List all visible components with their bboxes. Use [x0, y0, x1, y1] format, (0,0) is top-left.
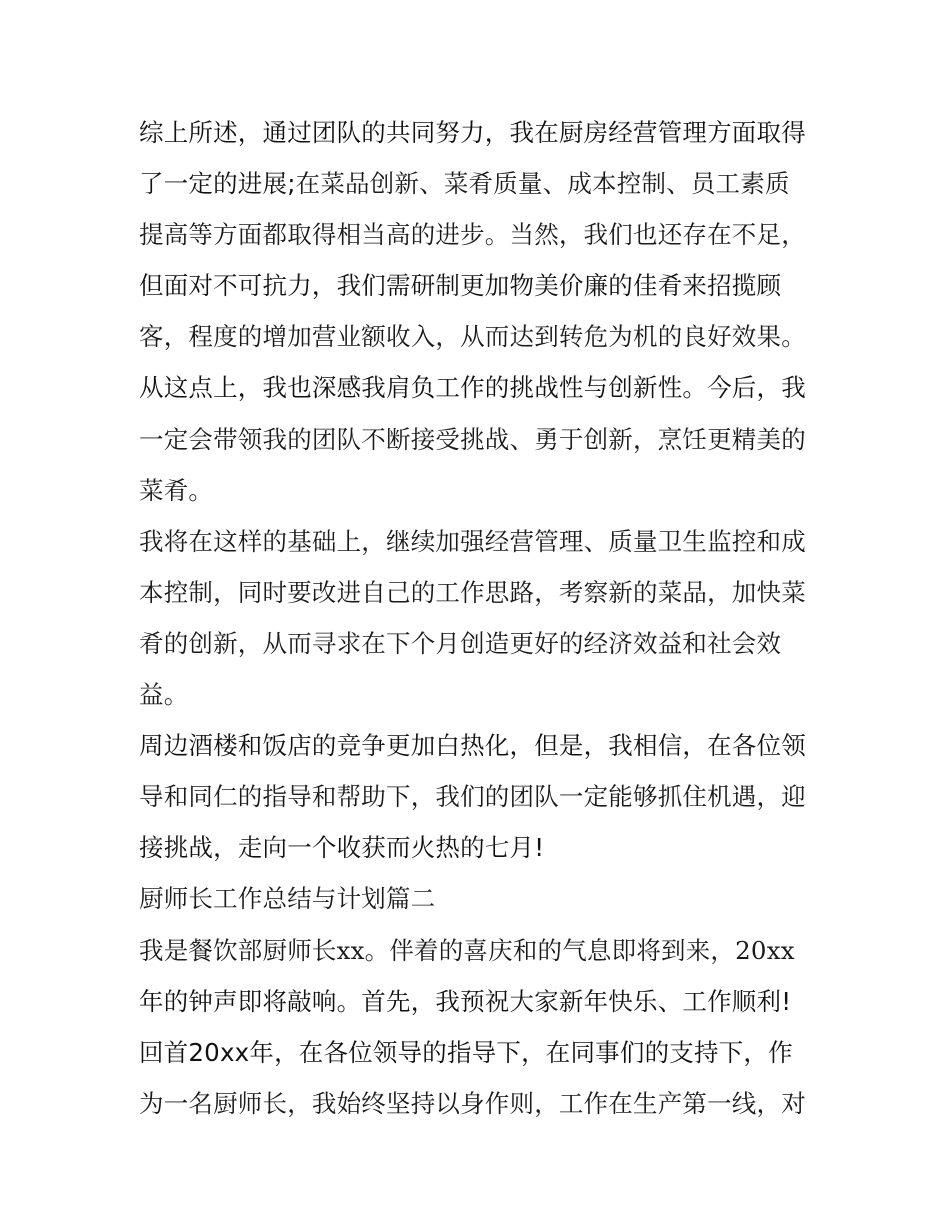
text-line — [139, 158, 819, 209]
text-line: 我是餐饮部厨师长xx。伴着的喜庆和的气息即将到来，20xx — [139, 935, 795, 965]
text-line: 我将在这样的基础上，继续加强经营管理、质量卫生监控和成 — [139, 526, 806, 556]
text-line: 综上所述，通过团队的共同努力，我在厨房经营管理方面取得 — [139, 118, 806, 147]
document-body — [139, 107, 819, 1129]
text-line: 为一名厨师长，我始终坚持以身作则，工作在生产第一线，对 — [139, 1088, 806, 1118]
text-line: 益。 — [139, 680, 189, 710]
text-line: 本控制，同时要改进自己的工作思路，考察新的菜品，加快菜 — [139, 577, 806, 607]
text-line: 菜肴。 — [139, 475, 214, 505]
text-line: 提高等方面都取得相当高的进步。当然，我们也还存在不足， — [139, 220, 806, 250]
text-line: 接挑战，走向一个收获而火热的七月! — [139, 833, 545, 863]
text-line: 周边酒楼和饭店的竞争更加白热化，但是，我相信，在各位领 — [139, 731, 806, 761]
text-line: 一定会带领我的团队不断接受挑战、勇于创新，烹饪更精美的 — [139, 424, 806, 454]
text-line: 年的钟声即将敲响。首先，我预祝大家新年快乐、工作顺利! — [139, 986, 792, 1016]
text-segment: 了一定的进展; — [139, 169, 296, 199]
text-line: 客，程度的增加营业额收入，从而达到转危为机的良好效果。 — [139, 322, 806, 352]
text-segment: 在菜品创新、菜肴质量、成本控制、员工素质 — [295, 169, 790, 199]
section-heading: 厨师长工作总结与计划篇二 — [139, 884, 436, 914]
text-line: 回首20xx年，在各位领导的指导下，在同事们的支持下，作 — [139, 1037, 793, 1067]
text-line: 导和同仁的指导和帮助下，我们的团队一定能够抓住机遇，迎 — [139, 782, 806, 812]
text-line: 从这点上，我也深感我肩负工作的挑战性与创新性。今后，我 — [139, 373, 806, 403]
text-line: 肴的创新，从而寻求在下个月创造更好的经济效益和社会效 — [139, 628, 782, 658]
text-line: 但面对不可抗力，我们需研制更加物美价廉的佳肴来招揽顾 — [139, 271, 782, 301]
